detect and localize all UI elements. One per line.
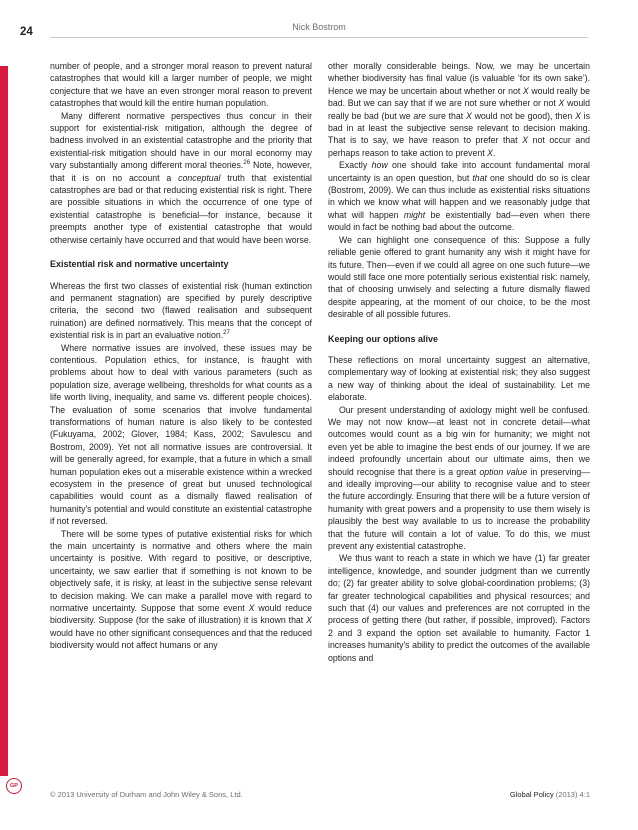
- section-heading: Keeping our options alive: [328, 333, 439, 344]
- paragraph: We thus want to reach a state in which we have (1) far greater intelligence, knowledge, and sounder judgment than we currently do; (2) far greater ability to solve global-coordination problems; (3) far greater technological capabilities and physical resources; and such that (4) our values and preferences are not corrupted in the process of getting there (but rather, if possible, improved). Factors 2 and 3 expand the option set available to humanity. Factor 1 increases humanity's ability to predict the outcomes of the available options and: [328, 553, 590, 663]
- right-column: [328, 60, 590, 664]
- journal-name: Global Policy: [509, 790, 554, 799]
- running-header: Nick Bostrom: [292, 22, 346, 32]
- paragraph: number of people, and a stronger moral reason to prevent natural catastrophes that would kill a larger number of people, we might conjecture that we have an even stronger moral reason to prevent catastrophes that would kill the entire human population.: [50, 61, 312, 109]
- page-number: 24: [20, 26, 33, 38]
- footer-copyright: © 2013 University of Durham and John Wiley & Sons, Ltd.: [50, 790, 243, 799]
- paragraph: Whereas the first two classes of existential risk (human extinction and permanent stagnation) are specified by purely descriptive criteria, the second two (flawed realisation and subsequent ruination) are defined normatively. This means that the concept of existential risk is in part an evaluative notion.$^{27}$: [50, 280, 312, 341]
- paragraph: Where normative issues are involved, these issues may be contentious. Population ethics, for instance, is fraught with problems about how to deal with various parameters (such as population size, average wellbeing, thresholds for what counts as a life worth living, inequality, and same vs. different people choices). The evaluation of some scenarios that involve fundamental transformations of human nature is also likely to be contested (Fukuyama, 2002; Glover, 1984; Kass, 2002; Savulescu and Bostrom, 2009). Yet not all normative issues are controversial. It will be generally agreed, for example, that a future in which a small human population ekes out a miserable existence within a wrecked ecosystem in the presence of great but unused technological capabilities would count as a dismally flawed realisation of humanity's potential and would constitute an existential catastrophe if not reversed.: [50, 342, 312, 527]
- margin-accent-bar: [0, 66, 8, 776]
- section-heading: Existential risk and normative uncertainty: [50, 259, 229, 270]
- footnote-ref: 27: [223, 330, 230, 337]
- paragraph: Exactly how one should take into account fundamental moral uncertainty is an open question, but that one should do so is clear (Bostrom, 2009). We can thus include as existential risks situations in which we know what will happen and we reasonably judge that what will happen might be existentially bad—even when there would in fact be nothing bad about the outcome.: [328, 160, 591, 233]
- paragraph: other morally considerable beings. Now, we may be uncertain whether biodiversity has final value (is valuable ‘for its own sake’). Hence we may be uncertain about whether or not X would really be bad. But we can say that if we are not sure whether or not X would really be bad (but we are sure that X would not be good), then X is bad in at least the subjective sense relevant to decision making. That is to say, we have reason to prefer that X not occur and perhaps reason to take action to prevent X.: [328, 61, 591, 158]
- paragraph: These reflections on moral uncertainty suggest an alternative, complementary way of looking at existential risk; they also suggest a new way of thinking about the ideal of sustainability. Let me elaborate.: [328, 354, 590, 403]
- paragraph: We can highlight one consequence of this: Suppose a fully reliable genie offered to grant humanity any wish it might have for its future. Then—even if we could all agree on one such future—we would still face one more potentially serious existential risk: namely, that of choosing unwisely and selecting a future dismally flawed despite appearing, at the moment of our choice, to be the most desirable of all possible futures.: [328, 234, 590, 320]
- paragraph: Many different normative perspectives thus concur in their support for existential-risk mitigation, although the degree of badness involved in an existential catastrophe and the priority that existential-risk mitigation should have in our moral economy may vary substantially among different moral theories.$^{26}$ Note, however, that it is on no account a conceptual truth that existential catastrophes are bad or that reducing existential risk is right. There are possible situations in which the occurrence of one type of existential catastrophe is beneficial—for instance, because it preempts another type of existential catastrophe that would otherwise certainly have occurred and that would have been worse.: [50, 110, 312, 245]
- journal-volume: (2013) 4:1: [555, 790, 590, 799]
- left-column: [50, 60, 312, 652]
- footnote-ref: 26: [243, 160, 251, 167]
- paragraph: Our present understanding of axiology might well be confused. We may not now know—at least not in concrete detail—what outcomes would count as a big win for humanity; we might not even yet be able to imagine the best ends of our journey. If we are indeed profoundly uncertain about our ultimate aims, then we should recognise that there is a great option value in preserving—and ideally improving—our ability to recognise value and to steer the future accordingly. Ensuring that there will be a future version of humanity with great powers and a propensity to use them wisely is plausibly the best way available to us to increase the probability that the future will contain a lot of value. To do this, we must prevent any existential catastrophe.: [328, 404, 590, 552]
- paragraph: There will be some types of putative existential risks for which the main uncertainty is normative and others where the main uncertainty is positive. With regard to positive, or descriptive, uncertainty, we saw earlier that if something is not known to be objectively safe, it is risky, at least in the subjective sense relevant to decision making. We can make a parallel move with regard to normative uncertainty. Suppose that some event X would reduce biodiversity. Suppose (for the sake of illustration) it is known that X would have no other significant consequences and that the reduced biodiversity would not affect humans or any: [50, 528, 312, 651]
- header-divider: [50, 37, 588, 38]
- journal-logo-icon: GP: [6, 778, 22, 794]
- footer-journal: [510, 790, 590, 799]
